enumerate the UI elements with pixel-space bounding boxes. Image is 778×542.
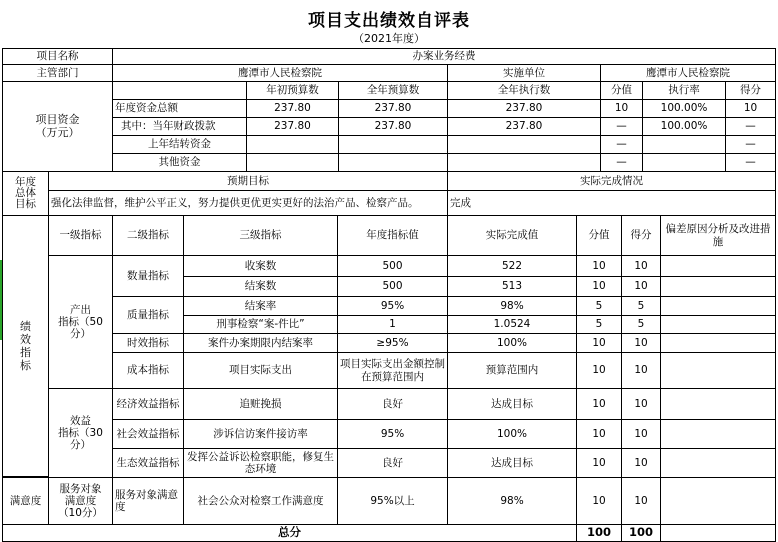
score-value: 5 [576,315,622,334]
indicator-header: 三级指标 [183,215,338,256]
benefit-indicator-label [48,388,113,478]
funds-row-label: 年度资金总额 [112,99,247,118]
funds-cell [642,153,726,172]
deviation-cell [660,419,776,449]
funds-cell: 100.00% [642,117,726,136]
third-indicator: 刑事检察“案-件比” [183,315,338,334]
satisfaction-actual: 98% [447,477,577,525]
third-indicator: 收案数 [183,255,338,277]
funds-header-blank [112,81,247,100]
actual-value: 100% [447,333,577,353]
target-value: 500 [337,255,448,277]
deviation-cell [660,448,776,478]
actual-goal-text: 完成 [447,190,776,216]
third-indicator: 发挥公益诉讼检察职能，修复生态环境 [183,448,338,478]
target-value: 项目实际支出金额控制在预算范围内 [337,352,448,389]
funds-header: 年初预算数 [246,81,339,100]
deviation-cell [660,315,776,334]
second-indicator: 社会效益指标 [112,419,184,449]
funds-cell: 10 [725,99,776,118]
target-value: 95% [337,296,448,316]
quality-indicator: 质量指标 [112,296,184,334]
score-value: 10 [576,448,622,478]
funds-header: 执行率 [642,81,726,100]
score-value: 10 [576,276,622,297]
satisfaction-score: 10 [576,477,622,525]
satisfaction-third: 社会公众对检察工作满意度 [183,477,338,525]
satisfaction-first [48,477,113,525]
page-title: 项目支出绩效自评表 [308,11,470,31]
score-value: 5 [576,296,622,316]
goals-label [2,171,49,216]
indicators-label-text: 绩 效 指 标 [20,319,31,373]
indicator-header: 实际完成值 [447,215,577,256]
funds-cell [246,135,339,154]
total-label: 总分 [2,524,577,542]
actual-value: 达成目标 [447,448,577,478]
got-value: 10 [621,419,661,449]
project-name-label: 项目名称 [2,48,113,65]
cost-indicator: 成本指标 [112,352,184,389]
got-value: 10 [621,333,661,353]
target-value: 良好 [337,388,448,420]
impl-label: 实施单位 [447,64,601,82]
third-indicator: 涉诉信访案件接访率 [183,419,338,449]
actual-value: 522 [447,255,577,277]
expected-goal-text: 强化法律监督，维护公平正义，努力提供更优更实更好的法治产品、检察产品。 [48,190,448,216]
score-value: 10 [576,255,622,277]
funds-cell [246,153,339,172]
funds-header: 全年执行数 [447,81,601,100]
deviation-cell [660,352,776,389]
indicator-header: 二级指标 [112,215,184,256]
output-indicator-label [48,255,113,389]
funds-cell: 237.80 [447,117,601,136]
score-value: 10 [576,419,622,449]
satisfaction-target: 95%以上 [337,477,448,525]
third-indicator: 项目实际支出 [183,352,338,389]
got-value: 5 [621,315,661,334]
got-value: 10 [621,255,661,277]
funds-cell [642,135,726,154]
funds-cell: 237.80 [338,117,448,136]
deviation-cell [660,477,776,525]
output-indicator-label-text: 产出 指标（50 分） [58,303,103,341]
actual-value: 预算范围内 [447,352,577,389]
deviation-cell [660,276,776,297]
actual-value: 98% [447,296,577,316]
got-value: 10 [621,448,661,478]
target-value: 500 [337,276,448,297]
benefit-indicator-label-text: 效益 指标（30 分） [58,414,103,452]
deviation-cell [660,333,776,353]
satisfaction-got: 10 [621,477,661,525]
got-value: 5 [621,296,661,316]
funds-cell: — [725,135,776,154]
actual-value: 达成目标 [447,388,577,420]
total-deviation-cell [660,524,776,542]
funds-cell [447,135,601,154]
got-value: 10 [621,352,661,389]
funds-cell: — [725,153,776,172]
total-got: 100 [621,524,661,542]
funds-cell: 237.80 [447,99,601,118]
goals-label-text: 年度 总体 目标 [15,175,36,210]
indicator-header: 分值 [576,215,622,256]
funds-cell: 100.00% [642,99,726,118]
indicator-header: 年度指标值 [337,215,448,256]
indicators-label [2,215,49,477]
funds-cell: — [600,153,643,172]
deviation-cell [660,296,776,316]
deviation-cell [660,388,776,420]
funds-cell: 237.80 [246,99,339,118]
funds-cell [338,135,448,154]
second-indicator: 生态效益指标 [112,448,184,478]
funds-header: 分值 [600,81,643,100]
score-value: 10 [576,352,622,389]
funds-cell: — [600,135,643,154]
funds-cell [447,153,601,172]
funds-cell: 237.80 [246,117,339,136]
funds-cell: — [725,117,776,136]
funds-label-text: 项目资金 （万元） [35,112,80,139]
target-value: ≥95% [337,333,448,353]
time-indicator: 时效指标 [112,333,184,353]
third-indicator: 结案数 [183,276,338,297]
quantity-indicator: 数量指标 [112,255,184,297]
funds-row-label: 上年结转资金 [112,135,247,154]
dept-value: 鹰潭市人民检察院 [112,64,448,82]
funds-cell: — [600,117,643,136]
indicator-header: 偏差原因分析及改进措施 [660,215,776,256]
project-name-value: 办案业务经费 [112,48,776,65]
report-year: （2021年度） [353,32,425,45]
funds-cell: 237.80 [338,99,448,118]
target-value: 1 [337,315,448,334]
satisfaction-second: 服务对象满意度 [112,477,184,525]
funds-cell [338,153,448,172]
third-indicator: 追赃挽损 [183,388,338,420]
funds-row-label: 其他资金 [112,153,247,172]
actual-value: 513 [447,276,577,297]
score-value: 10 [576,333,622,353]
actual-goal-header: 实际完成情况 [447,171,776,191]
satisfaction-label: 满意度 [2,477,49,525]
target-value: 95% [337,419,448,449]
expected-goal-header: 预期目标 [48,171,448,191]
target-value: 良好 [337,448,448,478]
dept-label: 主管部门 [2,64,113,82]
funds-cell: 10 [600,99,643,118]
indicator-header: 得分 [621,215,661,256]
got-value: 10 [621,276,661,297]
indicator-header: 一级指标 [48,215,113,256]
deviation-cell [660,255,776,277]
score-value: 10 [576,388,622,420]
got-value: 10 [621,388,661,420]
third-indicator: 案件办案期限内结案率 [183,333,338,353]
third-indicator: 结案率 [183,296,338,316]
second-indicator: 经济效益指标 [112,388,184,420]
funds-row-label: 其中：当年财政拨款 [112,117,247,136]
funds-header: 全年预算数 [338,81,448,100]
satisfaction-first-text: 服务对象 满意度 （10分） [58,482,103,520]
total-score: 100 [576,524,622,542]
actual-value: 100% [447,419,577,449]
actual-value: 1.0524 [447,315,577,334]
impl-value: 鹰潭市人民检察院 [600,64,776,82]
funds-header: 得分 [725,81,776,100]
funds-label [2,81,113,172]
